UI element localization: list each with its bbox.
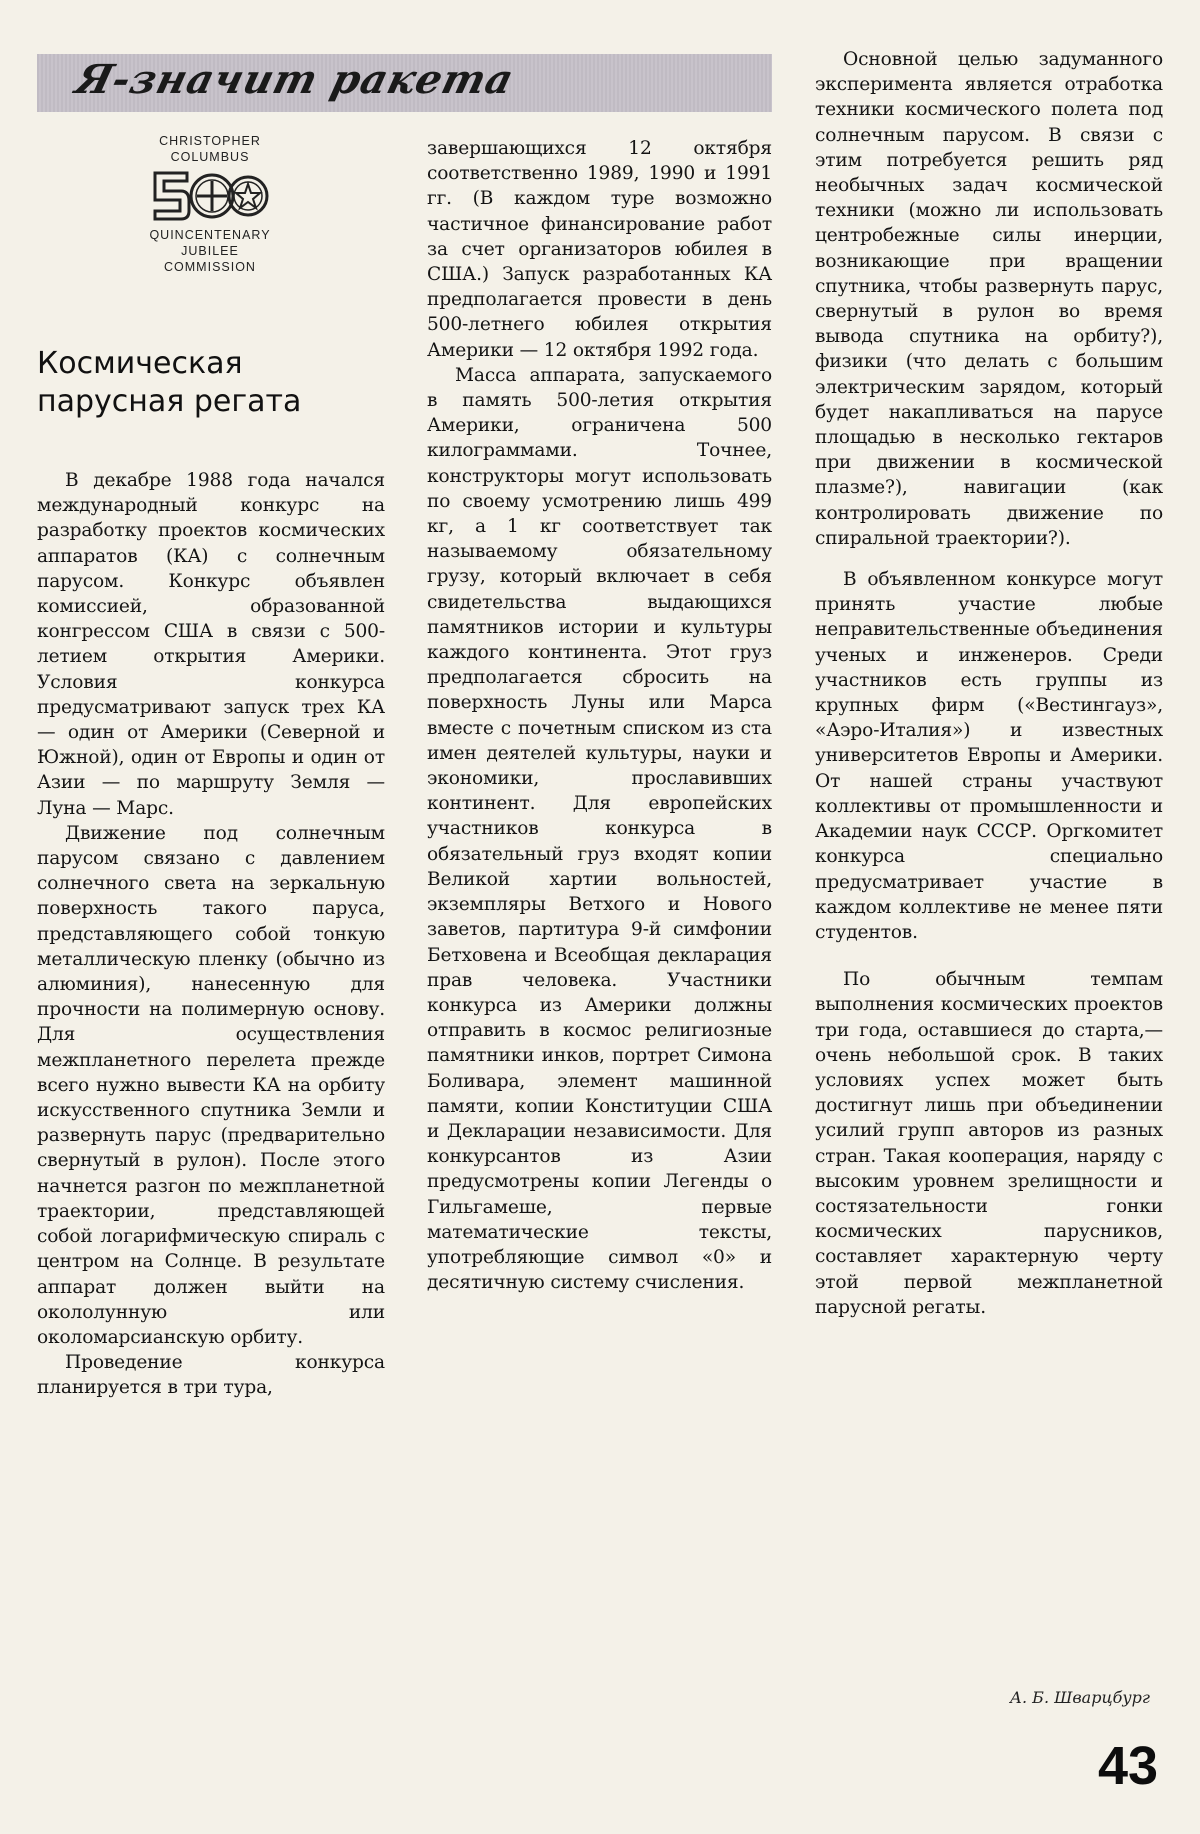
author-signature: А. Б. Шварцбург	[1009, 1688, 1150, 1707]
article-column-2	[427, 136, 772, 1295]
paragraph: По обычным темпам выполнения космических проектов три года, оставшиеся до старта,— очень небольшой срок. В таких условиях успех может быть достигнут лишь при объединении усилий групп авторов из разных стран. Такая кооперация, наряду с высоким уровнем зрелищности и состязательности гонки космических парусников, составляет характерную черту этой первой межпланетной парусной регаты.	[815, 969, 1163, 1318]
paragraph: Движение под солнечным парусом связано с давлением солнечного света на зеркальную поверхность такого паруса, представляющего собой тонкую металлическую пленку (обычно из алюминия), нанесенную для прочности на полимерную основу. Для осуществления межпланетного перелета прежде всего нужно вывести КА на орбиту искусственного спутника Земли и развернуть парус (предварительно свернутый в рулон). После этого начнется разгон по межпланетной траектории, представляющей собой логарифмическую спираль с центром на Солнце. В результате аппарат должен выйти на окололунную или околомарсианскую орбиту.	[37, 822, 385, 1348]
section-banner-title: Я-значит ракета	[71, 56, 519, 103]
article-title-line1: Космическая	[37, 346, 243, 381]
article-title	[37, 345, 397, 421]
paragraph: Основной целью задуманного эксперимента является отработка техники космического полета под солнечным парусом. В связи с этим потребуется решить ряд необычных задач космической техники (можно ли использовать центробежные силы инерции, возникающие при вращении спутника, чтобы развернуть парус, свернутый в рулон во время вывода спутника на орбиту?), физики (что делать с большим электрическим зарядом, который будет накапливаться на парусе площадью в несколько гектаров при движении в космической плазме?), навигации (как контролировать движение по спиральной траектории?).	[815, 49, 1163, 549]
logo-line-quincentenary: QUINCENTENARY	[149, 228, 271, 242]
logo-line-commission: COMMISSION	[164, 260, 256, 274]
quincentenary-logo	[110, 133, 310, 275]
article-column-1	[37, 468, 385, 1401]
logo-line-christopher: CHRISTOPHER	[159, 134, 261, 148]
logo-line-jubilee: JUBILEE	[181, 244, 239, 258]
article-column-3	[815, 47, 1163, 1320]
section-banner	[37, 54, 772, 112]
paragraph: завершающихся 12 октября соответственно 1989, 1990 и 1991 гг. (В каждом туре возможно частичное финансирование работ за счет организаторов юбилея в США.) Запуск разработанных КА предполагается провести в день 500-летнего юбилея открытия Америки — 12 октября 1992 года.	[427, 138, 772, 361]
paragraph: Масса аппарата, запускаемого в память 500-летия открытия Америки, ограничена 500 килограммами. Точнее, конструкторы могут использовать по своему усмотрению лишь 499 кг, а 1 кг соответствует так называемому обязательному грузу, который включает в себя свидетельства выдающихся памятников истории и культуры каждого континента. Этот груз предполагается сбросить на поверхность Луны или Марса вместе с почетным списком из ста имен деятелей культуры, науки и экономики, прославивших континент. Для европейских участников конкурса в обязательный груз входят копии Великой хартии вольностей, экземпляры Ветхого и Нового заветов, партитура 9-й симфонии Бетховена и Всеобщая декларация прав человека. Участники конкурса из Америки должны отправить в космос религиозные памятники инков, портрет Симона Боливара, элемент машинной памяти, копии Конституции США и Декларации независимости. Для конкурсантов из Азии предусмотрены копии Легенды о Гильгамеше, первые математические тексты, употребляющие символ «0» и десятичную систему счисления.	[427, 364, 772, 1294]
logo-500-emblem-icon	[151, 169, 269, 223]
paragraph: В декабре 1988 года начался международный конкурс на разработку проектов космических аппаратов (КА) с солнечным парусом. Конкурс объявлен комиссией, образованной конгрессом США в связи с 500-летием открытия Америки. Условия конкурса предусматривают запуск трех КА — один от Америки (Северной и Южной), один от Европы и один от Азии — по маршруту Земля — Луна — Марс.	[37, 470, 385, 819]
paragraph: Проведение конкурса планируется в три тура,	[37, 1352, 385, 1399]
article-title-line2: парусная регата	[37, 384, 302, 419]
page-number: 43	[1098, 1736, 1159, 1796]
logo-line-columbus: COLUMBUS	[170, 150, 250, 164]
paragraph: В объявленном конкурсе могут принять участие любые неправительственные объединения ученых и инженеров. Среди участников есть группы из крупных фирм («Вестингауз», «Аэро-Италия») и известных университетов Европы и Америки. От нашей страны участвуют коллективы от промышленности и Академии наук СССР. Оргкомитет конкурса специально предусматривает участие в каждом коллективе не менее пяти студентов.	[815, 569, 1163, 943]
